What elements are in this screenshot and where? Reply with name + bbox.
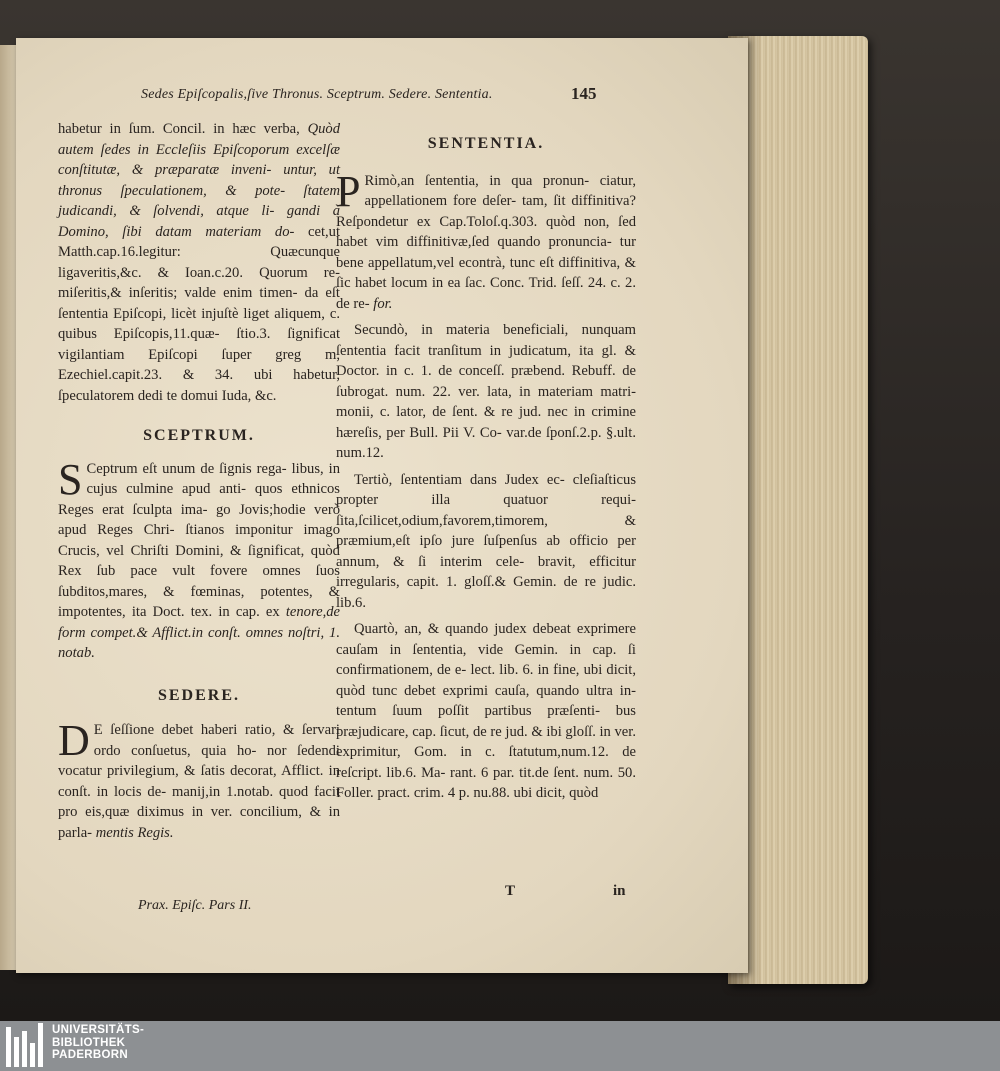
sententia-paragraph-2: Secundò, in materia beneficiali, nunquam ſententia facit tranſitum in judicatum, ita gl. & Doctor. in c. 1. de conceſſ. præbend. Rebuff. de ſubrogat. num. 22. ver. lata, in materiam matri- monii, c. lator, de ſent. & re jud. nec in crimine hæreſis, per Bull. Pii V. Co- var.de ſponſ.2.p. §.ult. num.12. bbox=[336, 322, 637, 461]
signature-line: Prax. Epiſc. Pars II. bbox=[138, 898, 252, 913]
sententia-paragraph-3: Tertiò, ſententiam dans Judex ec- cleſiaſticus propter illa quatuor requi- ſita,ſcilicet,odium,favorem,timorem, & præmium,eſt ipſo jure ſuſpenſus ab officio per annum, & ſi interim cele- bravit, efficitur irregularis, capit. 1. gloſſ.& Gemin. de re judic. lib.6. bbox=[336, 471, 637, 611]
right-column bbox=[336, 134, 636, 804]
page-number: 145 bbox=[571, 84, 597, 103]
sceptrum-heading: SCEPTRUM. bbox=[143, 427, 255, 444]
library-name[interactable]: UNIVERSITÄTS- BIBLIOTHEK PADERBORN bbox=[52, 1024, 145, 1061]
intro-paragraph: habetur in ſum. Concil. in hæc verba, Quòd autem ſedes in Eccleſiis Epiſcoporum excelſæ conſtitutæ, & præparatæ inveni- untur, ut thronus ſpeculationem, & pote- ſtatem judicandi, & ſolvendi, atque li- gandi à Domino, ſibi datam materiam do- cet,ut Matth.cap.16.legitur: Quæcunque ligaveritis,&c. & Ioan.c.20. Quorum re- miſeritis,& inſeritis; valde enim timen- da eſt ſententia Epiſcopi, licèt injuſtè liget aliquem, c. quibus Epiſcopis,11.quæ- ſtio.3. ſignificat vigilantiam Epiſcopi ſuper greg m, Ezechiel.capit.23. & 34. ubi habetur, ſpeculatorem dedi te domui Iuda, &c. bbox=[58, 121, 341, 404]
library-logo-icon bbox=[4, 1023, 48, 1067]
signature-mark: T bbox=[505, 883, 516, 899]
drop-cap: D bbox=[58, 716, 90, 765]
library-footer-bar bbox=[0, 1021, 1000, 1071]
drop-cap: S bbox=[58, 454, 83, 504]
catchword: in bbox=[613, 883, 626, 899]
sententia-heading: SENTENTIA. bbox=[427, 135, 545, 152]
sedere-paragraph: D E ſeſſione debet haberi ratio, & ſervari ordo conſuetus, quia ho- nor ſedendi vocatur privilegium, & ſatis decorat, Afflict. in conſt. in locis de- manij,in 1.notab. quod facit pro eis,quæ diximus in ver. concilium, & in parla- mentis Regis. bbox=[58, 716, 341, 841]
sententia-paragraph-1: P Rimò,an ſententia, in qua pronun- ciatur, appellationem fore deſer- tam, ſit diffinitiva? Reſpondetur ex Cap.Toloſ.q.303. quòd non, ſed habet vim diffinitivæ,ſed quando pronuncia- tur bene appellatum,vel econtrà, tunc eſt diffinitiva, & ſic habet locum in ea ſac. Conc. Trid. ſeſſ. 24. c. 2. de re- for. bbox=[336, 166, 636, 312]
sedere-heading: SEDERE. bbox=[157, 686, 241, 704]
sceptrum-paragraph: S Ceptrum eſt unum de ſignis rega- libus, in cujus culmine apud anti- quos ethnicos Reges erat ſculpta ima- go Jovis;hodie verò apud Reges Chri- ſtianos imponitur imago Crucis, vel Chriſti Domini, & ſignificat, quòd Rex ſub pace vult fovere omnes ſuos ſubditos,mares, & fœminas, potentes, & impotentes, ita Doct. tex. in cap. ex tenore,de form compet.& Afflict.in conſt. omnes noſtri, 1. notab. bbox=[58, 454, 341, 661]
sententia-paragraph-4: Quartò, an, & quando judex debeat exprimere cauſam in ſententia, vide Gemin. in cap. ſi confirmationem, de e- lect. lib. 6. in fine, ubi dicit, quòd tunc debet exprimi cauſa, quando ultra in- tentum ſuum poſſit partibus præſenti- bus præjudicare, cap. ſicut, de re jud. & ibi gloſſ. in ver. exprimitur, Gom. in c. ſtatutum,num.12. de reſcript. lib.6. Ma- rant. 6 par. tit.de ſent. num. 50. Foller. pract. crim. 4 p. nu.88. ubi dicit, quòd bbox=[336, 621, 636, 801]
book-page bbox=[16, 38, 748, 973]
drop-cap: P bbox=[336, 166, 361, 216]
left-column bbox=[58, 119, 340, 843]
running-head: Sedes Epiſcopalis,ſive Thronus. Sceptrum. Sedere. Sententia. bbox=[141, 87, 493, 102]
